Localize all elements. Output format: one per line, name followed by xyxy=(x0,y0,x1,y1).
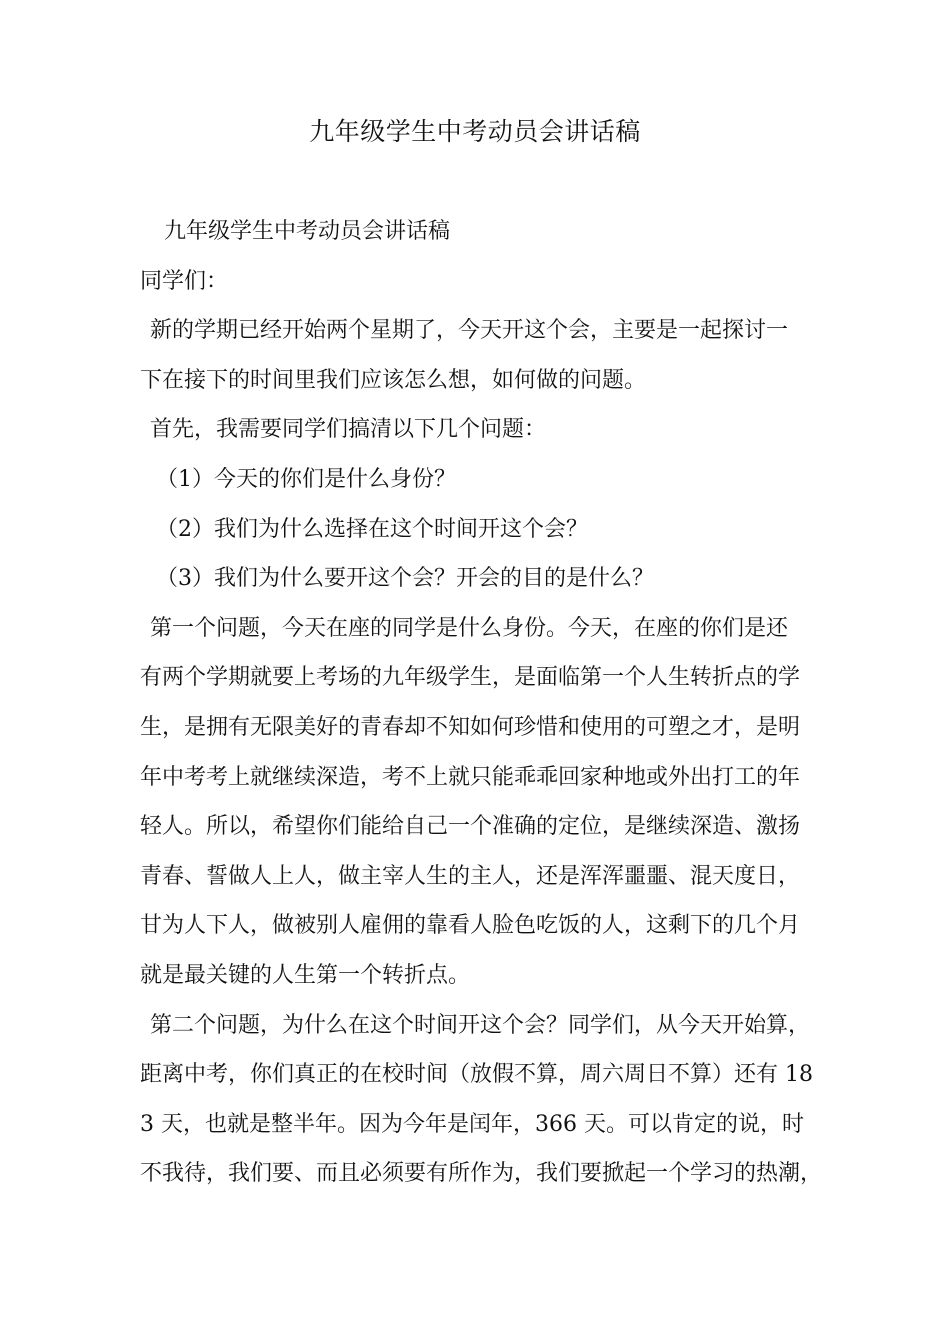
paragraph-line: 不我待，我们要、而且必须要有所作为，我们要掀起一个学习的热潮， xyxy=(140,1161,823,1187)
paragraph-line: 甘为人下人，做被别人雇佣的靠看人脸色吃饭的人，这剩下的几个月 xyxy=(140,913,801,939)
document-subtitle: 九年级学生中考动员会讲话稿 xyxy=(164,219,451,244)
document-title: 九年级学生中考动员会讲话稿 xyxy=(309,117,641,146)
paragraph-line: 就是最关键的人生第一个转折点。 xyxy=(140,962,471,988)
paragraph-line: 有两个学期就要上考场的九年级学生，是面临第一个人生转折点的学 xyxy=(140,665,801,691)
question-item-3: （3）我们为什么要开这个会？开会的目的是什么？ xyxy=(156,566,654,592)
question-item-1: （1）今天的你们是什么身份？ xyxy=(156,466,456,492)
paragraph-line: 青春、誓做人上人，做主宰人生的主人，还是浑浑噩噩、混天度日， xyxy=(140,863,801,889)
paragraph-line: 轻人。所以，希望你们能给自己一个准确的定位，是继续深造、激扬 xyxy=(140,814,801,840)
paragraph-line: 生，是拥有无限美好的青春却不知如何珍惜和使用的可塑之才，是明 xyxy=(140,714,801,740)
paragraph-line: 3 天，也就是整半年。因为今年是闰年，366 天。可以肯定的说，时 xyxy=(140,1111,804,1137)
question-item-2: （2）我们为什么选择在这个时间开这个会？ xyxy=(156,516,588,542)
paragraph-line: 下在接下的时间里我们应该怎么想，如何做的问题。 xyxy=(140,367,647,393)
paragraph-line: 新的学期已经开始两个星期了，今天开这个会，主要是一起探讨一 xyxy=(150,318,789,344)
paragraph-line: 第一个问题，今天在座的同学是什么身份。今天，在座的你们是还 xyxy=(150,615,789,641)
document-body xyxy=(140,207,830,1199)
paragraph-line: 首先，我需要同学们搞清以下几个问题： xyxy=(150,417,547,443)
paragraph-line: 第二个问题，为什么在这个时间开这个会？同学们，从今天开始算， xyxy=(150,1012,811,1038)
paragraph-line: 距离中考，你们真正的在校时间（放假不算，周六周日不算）还有 18 xyxy=(140,1062,813,1088)
salutation: 同学们： xyxy=(140,268,229,294)
paragraph-line: 年中考考上就继续深造，考不上就只能乖乖回家种地或外出打工的年 xyxy=(140,764,801,790)
